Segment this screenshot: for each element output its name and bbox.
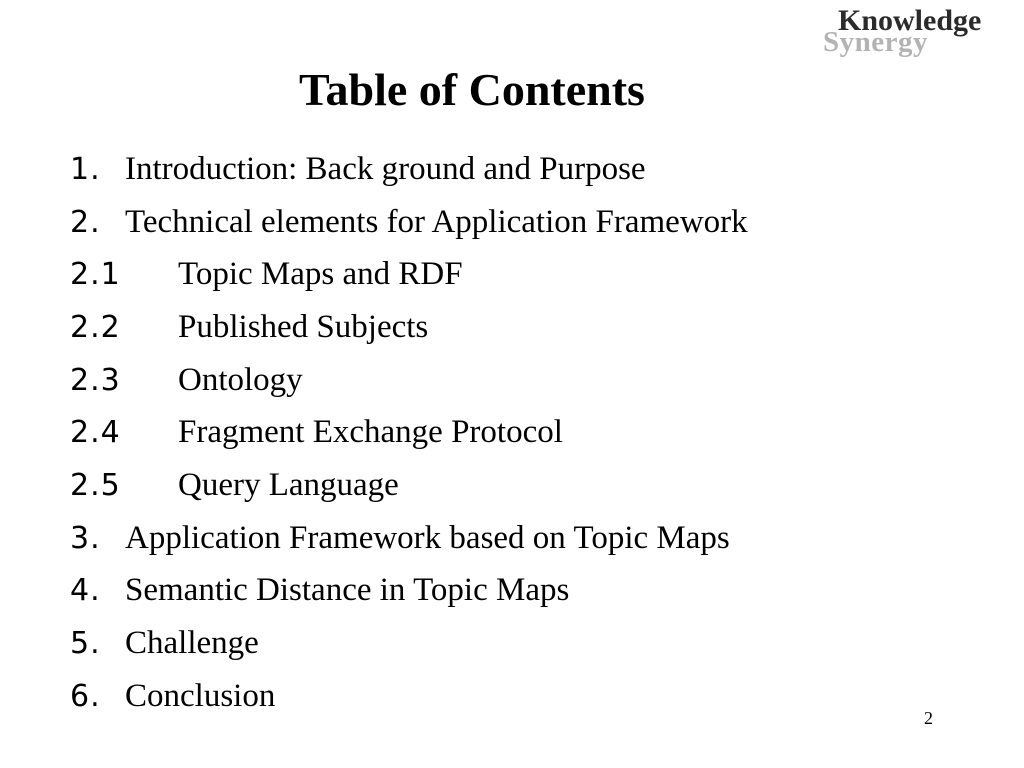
- toc-item-number: 2.1: [70, 257, 121, 293]
- toc-item-2: [70, 196, 748, 249]
- page-number: 2: [924, 708, 933, 728]
- toc-item-text: Ontology: [178, 361, 303, 398]
- table-of-contents-list: [70, 143, 748, 723]
- toc-item-2-1: [70, 248, 748, 301]
- toc-item-number: 3.: [70, 520, 101, 556]
- toc-item-text: Topic Maps and RDF: [178, 256, 463, 293]
- logo-knowledge-text: Knowledge: [838, 4, 982, 37]
- toc-item-text: Introduction: Back ground and Purpose: [125, 150, 646, 187]
- slide-title: Table of Contents: [299, 64, 645, 115]
- toc-item-3: [70, 512, 748, 565]
- knowledge-synergy-logo: [820, 4, 1010, 64]
- toc-item-4: [70, 565, 748, 618]
- toc-item-text: Query Language: [178, 466, 399, 503]
- toc-item-2-5: [70, 459, 748, 512]
- toc-item-number: 4.: [70, 573, 101, 609]
- toc-item-text: Application Framework based on Topic Maps: [125, 519, 730, 556]
- toc-item-5: [70, 617, 748, 670]
- toc-item-text: Conclusion: [125, 677, 276, 714]
- toc-item-1: [70, 143, 748, 196]
- toc-item-number: 2.4: [70, 415, 121, 451]
- toc-item-number: 6.: [70, 678, 101, 714]
- toc-item-number: 2.3: [70, 362, 121, 398]
- toc-item-2-4: [70, 406, 748, 459]
- toc-item-text: Fragment Exchange Protocol: [178, 414, 563, 451]
- toc-item-text: Semantic Distance in Topic Maps: [125, 572, 570, 609]
- toc-item-number: 2.: [70, 204, 101, 240]
- toc-item-number: 2.2: [70, 309, 121, 345]
- toc-item-number: 2.5: [70, 467, 121, 503]
- toc-item-number: 1.: [70, 151, 101, 187]
- toc-item-2-2: [70, 301, 748, 354]
- toc-item-text: Published Subjects: [178, 308, 429, 345]
- toc-item-number: 5.: [70, 626, 101, 662]
- toc-item-text: Technical elements for Application Framework: [125, 203, 748, 240]
- toc-item-text: Challenge: [125, 625, 259, 662]
- toc-item-6: [70, 670, 748, 723]
- toc-item-2-3: [70, 354, 748, 407]
- logo-synergy-text: Synergy: [823, 26, 928, 58]
